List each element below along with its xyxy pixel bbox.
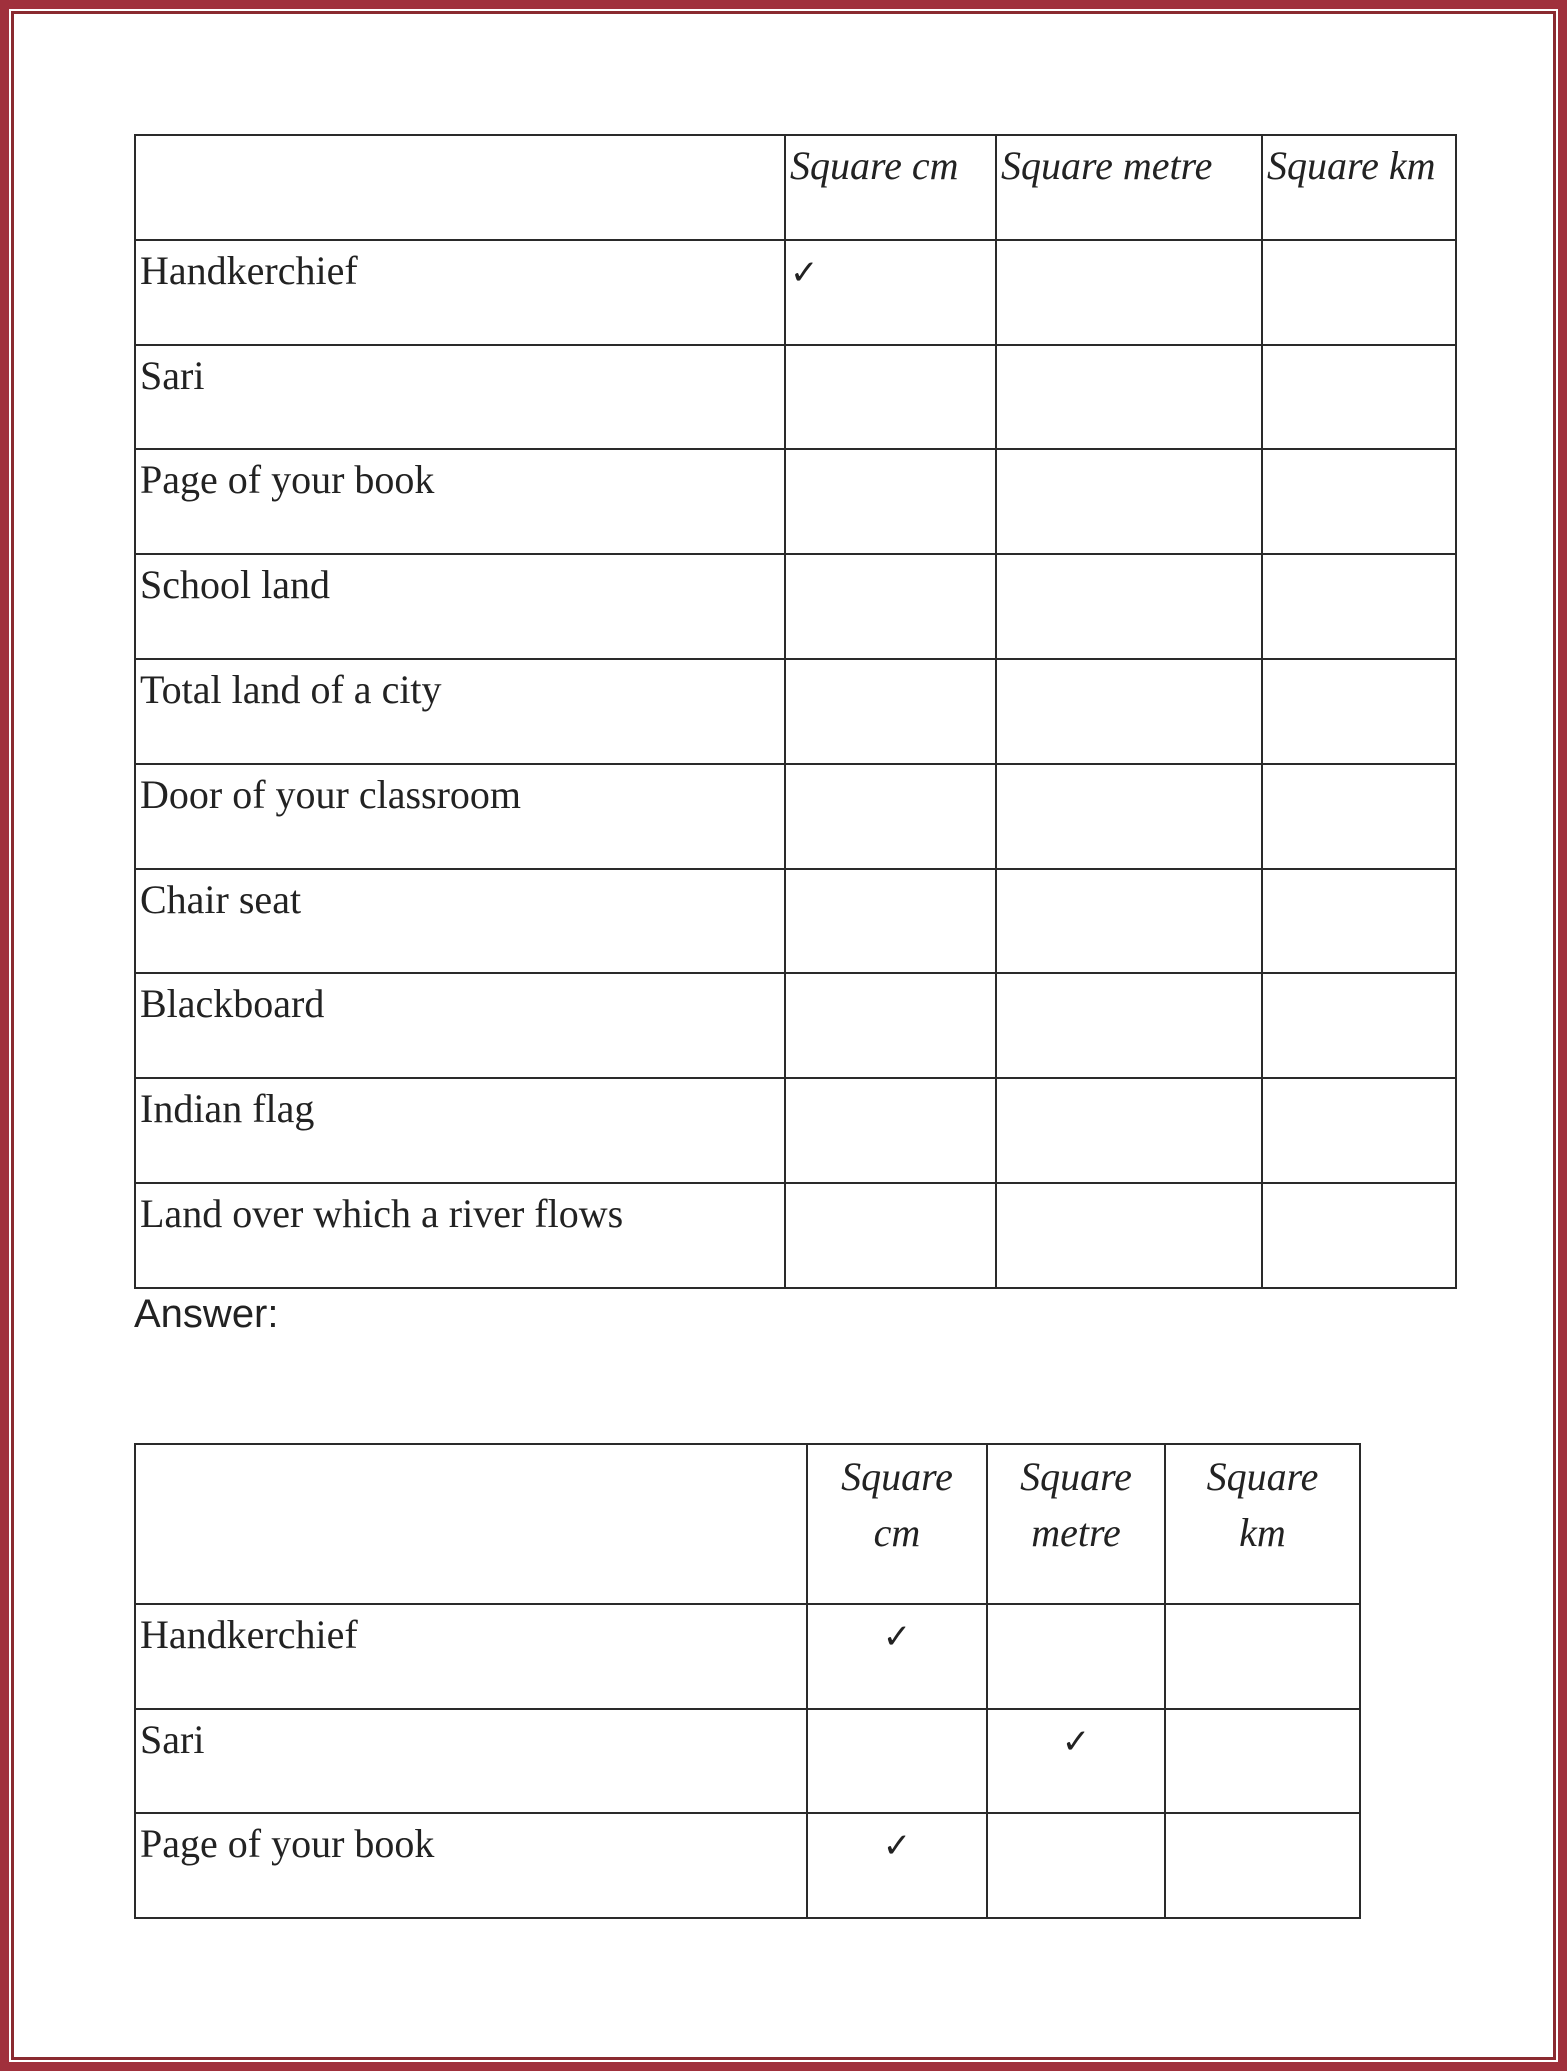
- header-line: metre: [1031, 1510, 1121, 1555]
- check-icon: ✓: [882, 1617, 912, 1657]
- item-cell: Sari: [135, 1709, 807, 1814]
- unit-cell: [987, 1709, 1165, 1814]
- blank-header: [135, 135, 785, 240]
- table-row: [135, 659, 1456, 764]
- unit-cell: [1262, 345, 1456, 450]
- unit-cell: [785, 659, 996, 764]
- question-table: [134, 134, 1457, 1289]
- unit-cell: [1165, 1813, 1360, 1918]
- header-line: Square: [1020, 1454, 1132, 1499]
- unit-cell: [987, 1813, 1165, 1918]
- unit-cell: [785, 764, 996, 869]
- unit-cell: [996, 764, 1262, 869]
- table-row: [135, 1078, 1456, 1183]
- table-row: [135, 240, 1456, 345]
- header-row: [135, 1444, 1360, 1604]
- item-cell: Handkerchief: [135, 1604, 807, 1709]
- unit-cell: [996, 659, 1262, 764]
- unit-cell: [996, 973, 1262, 1078]
- table-row: [135, 554, 1456, 659]
- header-square-metre: Square metre: [996, 135, 1262, 240]
- item-cell: Total land of a city: [135, 659, 785, 764]
- unit-cell: [1262, 659, 1456, 764]
- item-cell: Chair seat: [135, 869, 785, 974]
- answer-label: Answer:: [134, 1292, 279, 1336]
- unit-cell: [785, 240, 996, 345]
- unit-cell: [785, 345, 996, 450]
- header-row: [135, 135, 1456, 240]
- table-row: [135, 1813, 1360, 1918]
- unit-cell: [785, 869, 996, 974]
- unit-cell: [996, 554, 1262, 659]
- unit-cell: [1165, 1604, 1360, 1709]
- unit-cell: [996, 1078, 1262, 1183]
- header-line: cm: [873, 1510, 921, 1555]
- item-cell: Sari: [135, 345, 785, 450]
- unit-cell: [807, 1709, 987, 1814]
- unit-cell: [996, 869, 1262, 974]
- unit-cell: [785, 1078, 996, 1183]
- unit-cell: [1262, 1078, 1456, 1183]
- item-cell: Handkerchief: [135, 240, 785, 345]
- unit-cell: [987, 1604, 1165, 1709]
- table-row: [135, 345, 1456, 450]
- blank-header: [135, 1444, 807, 1604]
- table-row: [135, 1604, 1360, 1709]
- unit-cell: [807, 1813, 987, 1918]
- table-row: [135, 449, 1456, 554]
- table-row: [135, 973, 1456, 1078]
- item-cell: Page of your book: [135, 1813, 807, 1918]
- unit-cell: [1262, 1183, 1456, 1288]
- unit-cell: [807, 1604, 987, 1709]
- unit-cell: [1262, 449, 1456, 554]
- unit-cell: [996, 240, 1262, 345]
- item-cell: Indian flag: [135, 1078, 785, 1183]
- unit-cell: [785, 973, 996, 1078]
- unit-cell: [1262, 869, 1456, 974]
- header-square-km: [1165, 1444, 1360, 1604]
- unit-cell: [785, 554, 996, 659]
- unit-cell: [1165, 1709, 1360, 1814]
- unit-cell: [785, 449, 996, 554]
- unit-cell: [996, 345, 1262, 450]
- unit-cell: [996, 449, 1262, 554]
- table-row: [135, 1183, 1456, 1288]
- unit-cell: [1262, 973, 1456, 1078]
- unit-cell: [785, 1183, 996, 1288]
- header-square-cm: Square cm: [785, 135, 996, 240]
- table-row: [135, 764, 1456, 869]
- unit-cell: [996, 1183, 1262, 1288]
- check-icon: ✓: [790, 252, 819, 293]
- check-icon: ✓: [882, 1826, 912, 1866]
- header-square-cm: [807, 1444, 987, 1604]
- item-cell: Land over which a river flows: [135, 1183, 785, 1288]
- check-icon: ✓: [1061, 1721, 1091, 1762]
- unit-cell: [1262, 764, 1456, 869]
- header-square-metre: [987, 1444, 1165, 1604]
- header-line: km: [1239, 1510, 1286, 1555]
- item-cell: Page of your book: [135, 449, 785, 554]
- header-line: Square: [841, 1454, 953, 1499]
- table-row: [135, 869, 1456, 974]
- unit-cell: [1262, 554, 1456, 659]
- item-cell: Door of your classroom: [135, 764, 785, 869]
- header-line: Square: [1206, 1454, 1319, 1499]
- header-square-km: Square km: [1262, 135, 1456, 240]
- table-row: [135, 1709, 1360, 1814]
- item-cell: Blackboard: [135, 973, 785, 1078]
- item-cell: School land: [135, 554, 785, 659]
- unit-cell: [1262, 240, 1456, 345]
- answer-table: [134, 1443, 1361, 1919]
